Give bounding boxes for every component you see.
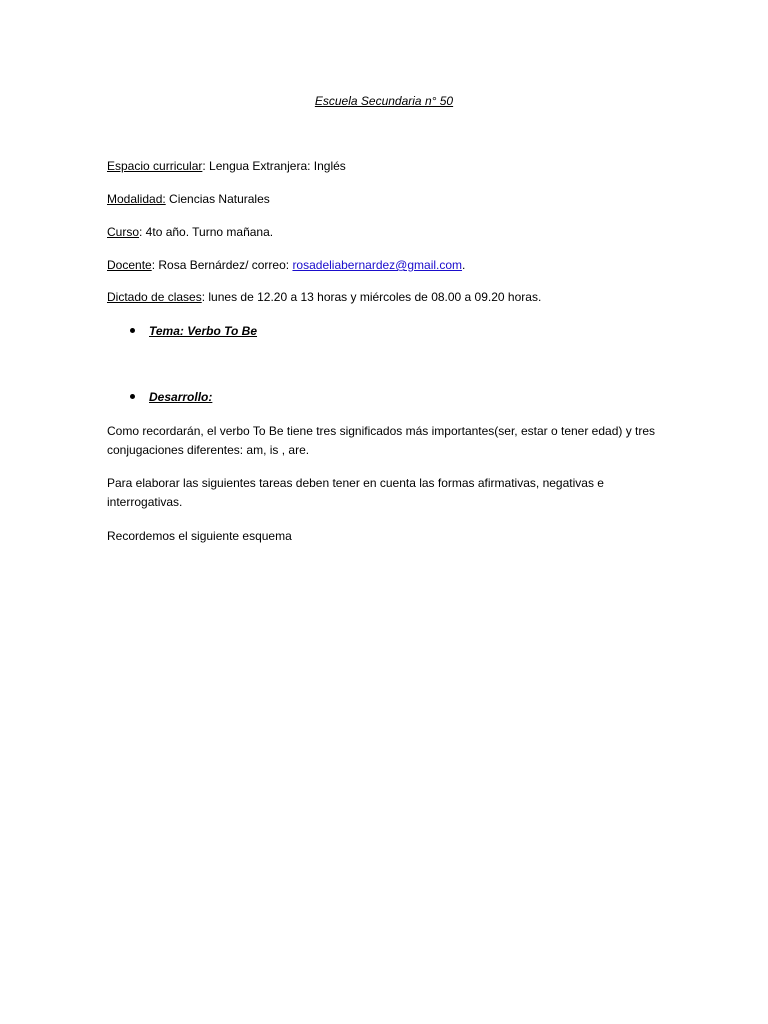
modalidad-line (107, 191, 270, 207)
curso-label: Curso (107, 225, 140, 239)
dictado-label: Dictado de clases (107, 290, 202, 304)
paragraph-3: Recordemos el siguiente esquema (107, 529, 292, 543)
paragraph-1: Como recordarán, el verbo To Be tiene tres significados más importantes(ser, estar o tener edad) y tres conjugaciones diferentes: am, is , are. (107, 424, 656, 457)
bullet-dot-icon (130, 394, 135, 399)
docente-end: . (462, 258, 466, 272)
espacio-curricular-line (107, 158, 346, 174)
bullet-desarrollo (130, 389, 212, 405)
bullet-tema (130, 323, 257, 339)
docente-line (107, 257, 465, 273)
modalidad-label: Modalidad: (107, 192, 166, 206)
document-title: Escuela Secundaria n° 50 (314, 94, 454, 108)
espacio-curricular-label: Espacio curricular (107, 159, 203, 173)
dictado-value: : lunes de 12.20 a 13 horas y miércoles de 08.00 a 09.20 horas. (201, 290, 542, 304)
curso-line (107, 224, 273, 240)
docente-email-link[interactable]: rosadeliabernardez@gmail.com (292, 258, 463, 272)
desarrollo-heading: Desarrollo: (149, 390, 213, 404)
espacio-curricular-value: : Lengua Extranjera: Inglés (202, 159, 346, 173)
docente-value: : Rosa Bernárdez/ correo: (151, 258, 293, 272)
paragraph-2: Para elaborar las siguientes tareas deben tener en cuenta las formas afirmativas, negativas e interrogativas. (107, 476, 604, 509)
docente-label: Docente (107, 258, 152, 272)
dictado-line (107, 289, 541, 305)
bullet-dot-icon (130, 328, 135, 333)
tema-heading: Tema: Verbo To Be (149, 324, 258, 338)
curso-value: : 4to año. Turno mañana. (139, 225, 274, 239)
modalidad-value: Ciencias Naturales (165, 192, 270, 206)
